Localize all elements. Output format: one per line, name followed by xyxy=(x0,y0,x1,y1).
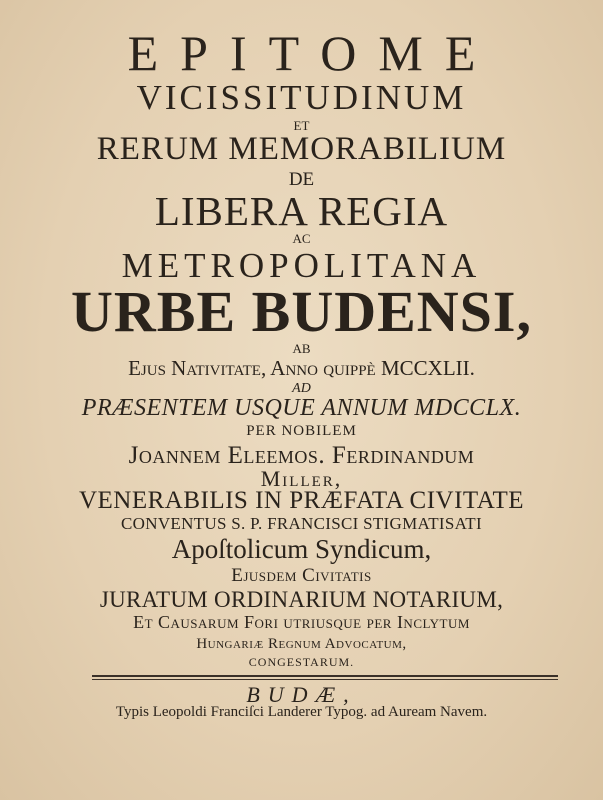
title-ejusdem-civitatis: Ejusdem Civitatis xyxy=(231,565,372,586)
title-notarium: JURATUM ORDINARIUM NOTARIUM, xyxy=(99,587,504,612)
title-vicissitudinum: VICISSITUDINUM xyxy=(136,78,467,117)
title-author-name: Joannem Eleemos. Ferdinandum xyxy=(128,442,475,469)
title-epitome: EPITOME xyxy=(127,25,498,81)
title-hungariae: Hungariæ Regnum Advocatum, xyxy=(196,636,407,652)
imprint-printer: Typis Leopoldi Franciſci Landerer Typog. ad Auream Navem. xyxy=(115,704,488,720)
title-et: ET xyxy=(293,118,310,133)
divider-rule-thin xyxy=(92,679,558,680)
title-de: DE xyxy=(288,169,315,190)
title-ab: AB xyxy=(292,341,311,356)
title-metropolitana: METROPOLITANA xyxy=(121,246,482,285)
title-ac: AC xyxy=(292,231,311,246)
title-urbe-budensi: URBE BUDENSI, xyxy=(71,279,532,344)
title-author-surname: Miller, xyxy=(260,466,343,491)
title-venerabilis: VENERABILIS IN PRÆFATA CIVITATE xyxy=(78,487,525,514)
title-syndicum: Apoſtolicum Syndicum, xyxy=(171,534,432,564)
title-conventus: CONVENTUS S. P. FRANCISCI STIGMATISATI xyxy=(121,514,482,533)
title-rerum-memorabilium: RERUM MEMORABILIUM xyxy=(96,131,507,167)
title-congestarum: CONGESTARUM. xyxy=(248,655,355,669)
title-causarum: Et Causarum Fori utriusque per Inclytum xyxy=(133,612,470,632)
title-per-nobilem: PER NOBILEM xyxy=(246,423,357,439)
divider-rule-thick xyxy=(92,675,558,677)
title-libera-regia: LIBERA REGIA xyxy=(154,188,449,234)
imprint-place: BUDÆ, xyxy=(246,682,357,707)
title-praesentem: PRÆSENTEM USQUE ANNUM MDCCLX. xyxy=(81,395,522,421)
title-nativitate: Ejus Nativitate, Anno quippè MCCXLII. xyxy=(128,356,475,380)
title-ad: AD xyxy=(292,381,311,396)
